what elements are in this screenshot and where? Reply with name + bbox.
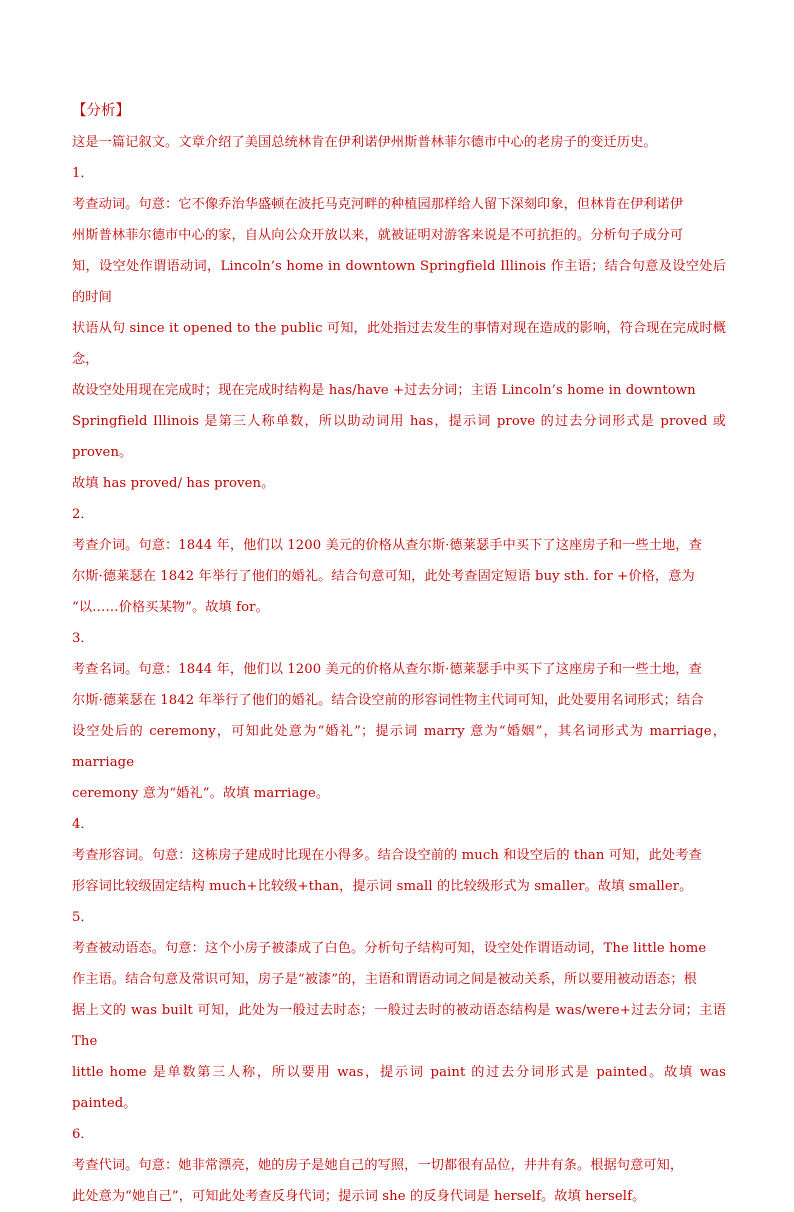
answer-item-3	[72, 623, 726, 809]
answer-item-6	[72, 1119, 726, 1212]
explanation-line: 作主语。结合句意及常识可知，房子是“被漆”的，主语和谓语动词之间是被动关系，所以要用被动语态；根	[72, 972, 697, 987]
explanation-line: 设空处后的 ceremony，可知此处意为“婚礼”；提示词 marry 意为“婚姻”，其名词形式为 marriage，marriage	[72, 724, 726, 770]
item-number: 3．	[72, 631, 94, 646]
explanation-line: 考查形容词。句意：这栋房子建成时比现在小得多。结合设空前的 much 和设空后的 than 可知，此处考查	[72, 848, 702, 863]
answer-item-4	[72, 809, 726, 902]
explanation-line: 尔斯·德莱瑟在 1842 年举行了他们的婚礼。结合句意可知，此处考查固定短语 buy sth. for +价格，意为	[72, 569, 695, 584]
explanation-line: little home 是单数第三人称，所以要用 was，提示词 paint 的过去分词形式是 painted。故填 was painted。	[72, 1065, 726, 1111]
explanation-line: 州斯普林菲尔德市中心的家，自从向公众开放以来，就被证明对游客来说是不可抗拒的。分析句子成分可	[72, 228, 684, 243]
analysis-heading: 【分析】	[72, 103, 130, 119]
explanation-line: 故设空处用现在完成时；现在完成时结构是 has/have +过去分词；主语 Lincoln’s home in downtown	[72, 383, 696, 398]
item-number: 2．	[72, 507, 94, 522]
explanation-line: 尔斯·德莱瑟在 1842 年举行了他们的婚礼。结合设空前的形容词性物主代词可知，此处要用名词形式；结合	[72, 693, 704, 708]
explanation-line: 状语从句 since it opened to the public 可知，此处指过去发生的事情对现在造成的影响，符合现在完成时概念，	[72, 321, 726, 367]
item-number: 5．	[72, 910, 94, 925]
explanation-line: 形容词比较级固定结构 much+比较级+than，提示词 small 的比较级形式为 smaller。故填 smaller。	[72, 879, 693, 894]
explanation-line: 考查被动语态。句意：这个小房子被漆成了白色。分析句子结构可知，设空处作谓语动词，The little home	[72, 941, 707, 956]
item-number: 6．	[72, 1127, 94, 1142]
answer-item-2	[72, 499, 726, 623]
explanation-line: 考查代词。句意：她非常漂亮，她的房子是她自己的写照，一切都很有品位，井井有条。根据句意可知，	[72, 1158, 684, 1173]
explanation-line: 考查动词。句意：它不像乔治华盛顿在波托马克河畔的种植园那样给人留下深刻印象，但林肯在伊利诺伊	[72, 197, 684, 212]
explanation-line: 考查介词。句意：1844 年，他们以 1200 美元的价格从查尔斯·德莱瑟手中买下了这座房子和一些土地，查	[72, 538, 702, 553]
explanation-line: 考查名词。句意：1844 年，他们以 1200 美元的价格从查尔斯·德莱瑟手中买下了这座房子和一些土地，查	[72, 662, 702, 677]
explanation-line: 此处意为“她自己”，可知此处考查反身代词；提示词 she 的反身代词是 herself。故填 herself。	[72, 1189, 646, 1204]
explanation-line: “以……价格买某物”。故填 for。	[72, 600, 269, 615]
explanation-line: 据上文的 was built 可知，此处为一般过去时态；一般过去时的被动语态结构是 was/were+过去分词；主语 The	[72, 1003, 726, 1049]
item-number: 1．	[72, 166, 94, 181]
answer-item-5	[72, 902, 726, 1119]
explanation-line: 知，设空处作谓语动词，Lincoln’s home in downtown Springfield Illinois 作主语；结合句意及设空处后的时间	[72, 259, 726, 305]
intro-paragraph: 这是一篇记叙文。文章介绍了美国总统林肯在伊利诺伊州斯普林菲尔德市中心的老房子的变迁历史。	[72, 135, 657, 150]
explanation-line: Springfield Illinois 是第三人称单数，所以助动词用 has，提示词 prove 的过去分词形式是 proved 或 proven。	[72, 414, 726, 460]
document-page	[72, 96, 726, 1212]
answer-item-1	[72, 158, 726, 499]
item-number: 4．	[72, 817, 94, 832]
explanation-line: ceremony 意为“婚礼”。故填 marriage。	[72, 786, 330, 801]
explanation-line: 故填 has proved/ has proven。	[72, 476, 275, 491]
